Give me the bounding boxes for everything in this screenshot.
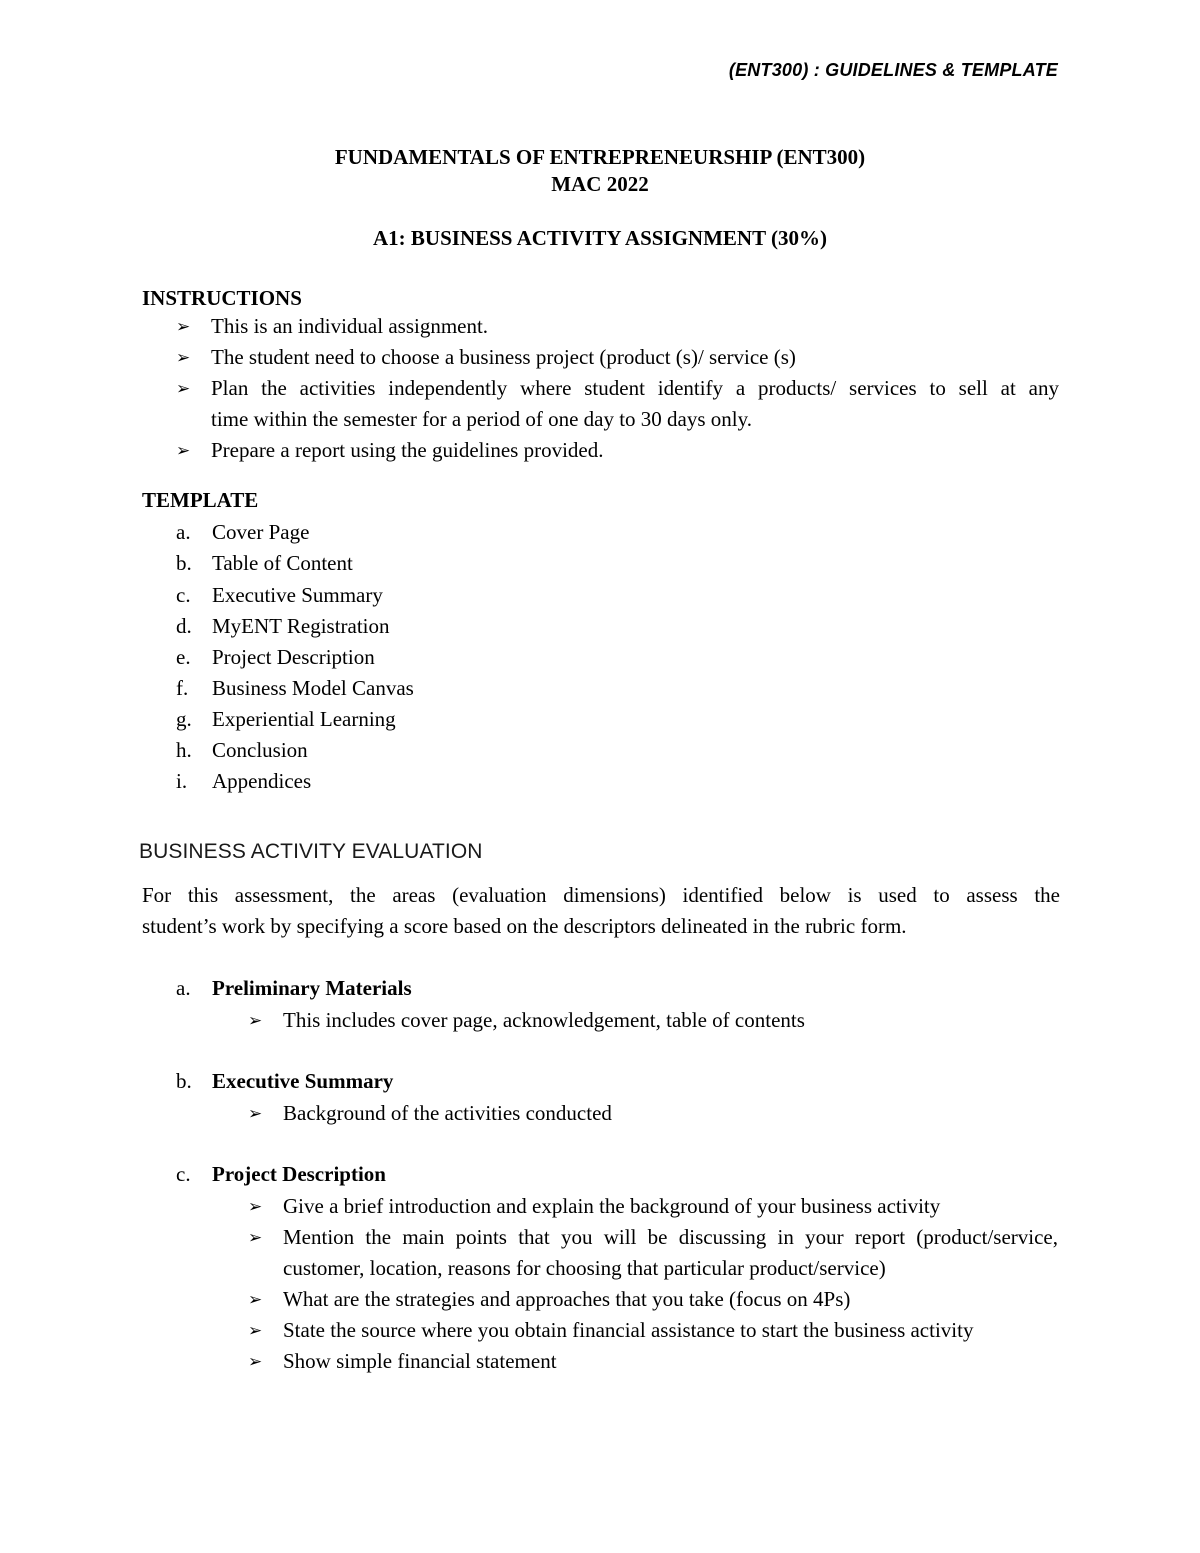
list-marker: a. (176, 976, 191, 1000)
list-marker: e. (176, 645, 191, 669)
template-item: Conclusion (212, 738, 308, 762)
section-point: Give a brief introduction and explain the background of your business activity (283, 1194, 941, 1218)
arrow-bullet-icon: ➢ (176, 317, 191, 337)
arrow-bullet-icon: ➢ (176, 379, 191, 399)
section-point: Show simple financial statement (283, 1349, 557, 1373)
instruction-item: Prepare a report using the guidelines provided. (211, 438, 604, 462)
list-marker: c. (176, 1162, 191, 1186)
instruction-item-continuation: time within the semester for a period of one day to 30 days only. (211, 407, 753, 431)
list-marker: d. (176, 614, 192, 638)
arrow-bullet-icon: ➢ (248, 1011, 263, 1031)
template-item: Project Description (212, 645, 375, 669)
template-item: Table of Content (212, 551, 353, 575)
list-marker: f. (176, 676, 189, 700)
template-item: Executive Summary (212, 583, 383, 607)
list-marker: i. (176, 769, 188, 793)
arrow-bullet-icon: ➢ (248, 1228, 263, 1248)
section-title-project-description: Project Description (212, 1162, 386, 1186)
instruction-item: Plan the activities independently where student identify a products/ services to sell at any (211, 376, 1059, 400)
evaluation-intro-line2: student’s work by specifying a score based on the descriptors delineated in the rubric form. (142, 914, 907, 938)
section-point: State the source where you obtain financial assistance to start the business activity (283, 1318, 974, 1342)
list-marker: c. (176, 583, 191, 607)
arrow-bullet-icon: ➢ (176, 441, 191, 461)
section-point: What are the strategies and approaches that you take (focus on 4Ps) (283, 1287, 851, 1311)
template-item: MyENT Registration (212, 614, 390, 638)
list-marker: b. (176, 551, 192, 575)
arrow-bullet-icon: ➢ (176, 348, 191, 368)
section-title-executive-summary: Executive Summary (212, 1069, 394, 1093)
section-point: Mention the main points that you will be discussing in your report (product/service, (283, 1225, 1058, 1249)
evaluation-heading: BUSINESS ACTIVITY EVALUATION (139, 840, 483, 863)
running-header: (ENT300) : GUIDELINES & TEMPLATE (728, 60, 1058, 80)
arrow-bullet-icon: ➢ (248, 1197, 263, 1217)
semester-title: MAC 2022 (551, 172, 649, 196)
assignment-title: A1: BUSINESS ACTIVITY ASSIGNMENT (30%) (373, 226, 827, 250)
arrow-bullet-icon: ➢ (248, 1352, 263, 1372)
template-item: Cover Page (212, 520, 310, 544)
evaluation-intro-line1: For this assessment, the areas (evaluation dimensions) identified below is used to assess the (142, 883, 1060, 907)
template-item: Appendices (212, 769, 312, 793)
section-title-preliminary-materials: Preliminary Materials (212, 976, 412, 1000)
section-point: Background of the activities conducted (283, 1101, 612, 1125)
instruction-item: This is an individual assignment. (211, 314, 489, 338)
instruction-item: The student need to choose a business project (product (s)/ service (s) (211, 345, 796, 369)
arrow-bullet-icon: ➢ (248, 1290, 263, 1310)
list-marker: b. (176, 1069, 192, 1093)
list-marker: a. (176, 520, 191, 544)
instructions-heading: INSTRUCTIONS (142, 286, 302, 310)
template-item: Experiential Learning (212, 707, 396, 731)
template-item: Business Model Canvas (212, 676, 414, 700)
course-title: FUNDAMENTALS OF ENTREPRENEURSHIP (ENT300) (334, 145, 866, 169)
arrow-bullet-icon: ➢ (248, 1321, 263, 1341)
section-point: This includes cover page, acknowledgement, table of contents (283, 1008, 805, 1032)
template-heading: TEMPLATE (142, 488, 259, 512)
list-marker: h. (176, 738, 192, 762)
arrow-bullet-icon: ➢ (248, 1104, 263, 1124)
section-point-continuation: customer, location, reasons for choosing that particular product/service) (283, 1256, 886, 1280)
list-marker: g. (176, 707, 192, 731)
